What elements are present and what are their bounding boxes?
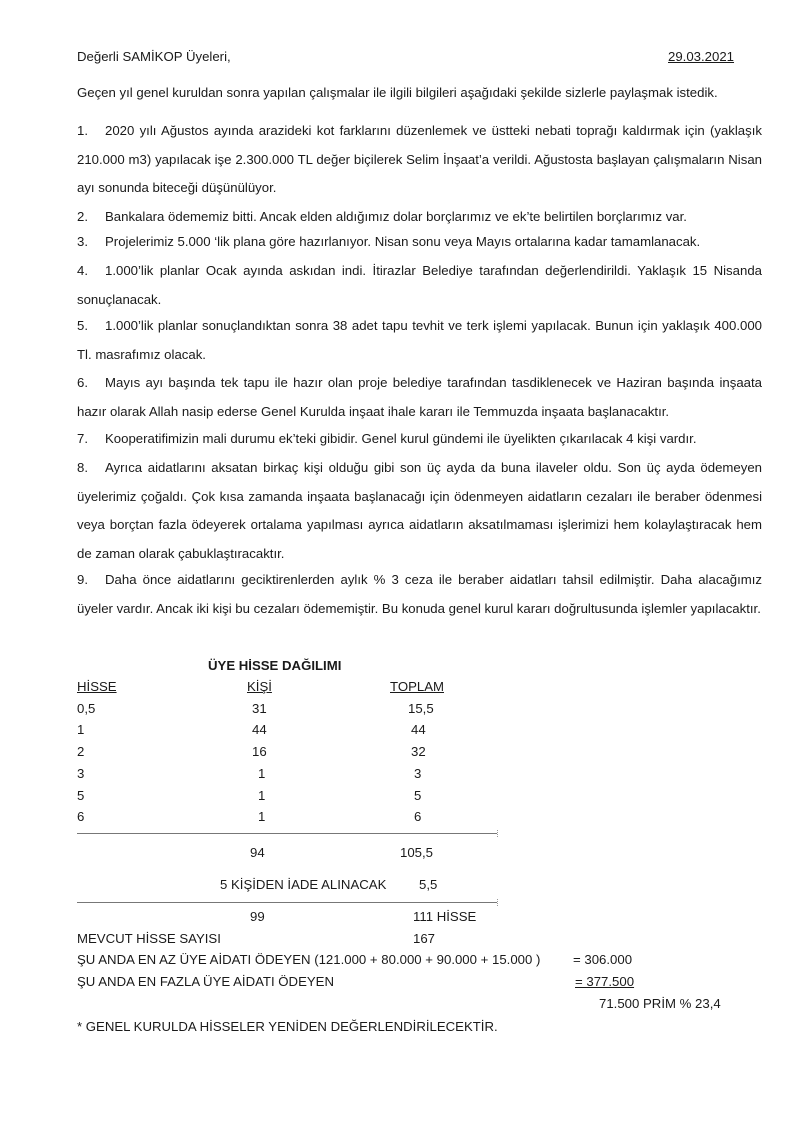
intro-paragraph: Geçen yıl genel kuruldan sonra yapılan çalışmalar ile ilgili bilgileri aşağıdaki şekilde sizlerle paylaşmak istedik. xyxy=(77,85,718,100)
list-item xyxy=(77,425,762,454)
column-header-kisi: KİŞİ xyxy=(247,679,272,694)
cell-toplam: 44 xyxy=(411,722,426,737)
cell-hisse: 6 xyxy=(77,809,85,824)
item-text: Mayıs ayı başında tek tapu ile hazır olan proje belediye tarafından tasdiklenecek ve Haziran başında inşaata hazır olarak Allah nasip ederse Genel Kurulda inşaat ihale kararı ile Temmuzda inşaata başlanacaktır. xyxy=(77,375,762,419)
cell-toplam: 3 xyxy=(414,766,422,781)
cell-hisse: 5 xyxy=(77,788,85,803)
item-text: Bankalara ödememiz bitti. Ancak elden aldığımız dolar borçlarımız ve ek’te belirtilen borçlarımız var. xyxy=(105,209,687,224)
subtotal-rule xyxy=(77,833,497,834)
footnote: * GENEL KURULDA HİSSELER YENİDEN DEĞERLENDİRİLECEKTİR. xyxy=(77,1019,498,1034)
cell-kisi: 1 xyxy=(258,788,266,803)
list-item xyxy=(77,228,762,257)
item-number: 4. xyxy=(77,263,88,278)
table-title: ÜYE HİSSE DAĞILIMI xyxy=(208,658,342,673)
letter-date: 29.03.2021 xyxy=(668,49,735,64)
total-rule xyxy=(77,902,497,903)
list-item xyxy=(77,257,762,314)
subtotal-toplam: 105,5 xyxy=(400,845,434,860)
item-text: Ayrıca aidatlarını aksatan birkaç kişi olduğu gibi son üç ayda da buna ilaveler oldu. Son üç ayda ödemeyen üyelerimiz çoğaldı. Çok kısa zamanda inşaata başlanacağı için ödenmeyen aidatların cezaları ile beraber ödenmesi veya borçtan fazla ödeyerek ortalama yapılması ayrıca aidatların aksatılmaması işlerimizi hem kolaylaştıracak hem de zaman olarak çabuklaştıracaktır. xyxy=(77,460,762,561)
cell-kisi: 1 xyxy=(258,766,266,781)
item-text: 2020 yılı Ağustos ayında arazideki kot farklarını düzenlemek ve üstteki nebati toprağı kaldırmak için (yaklaşık 210.000 m3) yapılacak işe 2.300.000 TL değer biçilerek Selim İnşaat’a verildi. Ağustosta başlayan çalışmaların Nisan ayı sonunda biteceği düşünülüyor. xyxy=(77,123,762,196)
column-header-toplam: TOPLAM xyxy=(390,679,444,694)
list-item xyxy=(77,117,762,203)
cell-hisse: 3 xyxy=(77,766,85,781)
min-payers-label: ŞU ANDA EN AZ ÜYE AİDATI ÖDEYEN (121.000 + 80.000 + 90.000 + 15.000 ) xyxy=(77,952,541,967)
cell-kisi: 44 xyxy=(252,722,267,737)
cell-hisse: 0,5 xyxy=(77,701,96,716)
current-shares-label: MEVCUT HİSSE SAYISI xyxy=(77,931,221,946)
cell-toplam: 32 xyxy=(411,744,426,759)
cell-kisi: 31 xyxy=(252,701,267,716)
refund-value: 5,5 xyxy=(419,877,438,892)
item-number: 2. xyxy=(77,209,88,224)
rule-tick xyxy=(497,830,500,837)
min-payers-value: = 306.000 xyxy=(573,952,633,967)
current-shares-value: 167 xyxy=(413,931,436,946)
cell-kisi: 1 xyxy=(258,809,266,824)
total-toplam: 111 HİSSE xyxy=(413,909,477,924)
max-payers-label: ŞU ANDA EN FAZLA ÜYE AİDATI ÖDEYEN xyxy=(77,974,334,989)
cell-kisi: 16 xyxy=(252,744,267,759)
item-number: 9. xyxy=(77,572,88,587)
cell-hisse: 1 xyxy=(77,722,85,737)
item-text: Kooperatifimizin mali durumu ek’teki gibidir. Genel kurul gündemi ile üyelikten çıkarılacak 4 kişi vardır. xyxy=(105,431,697,446)
item-number: 5. xyxy=(77,318,88,333)
greeting: Değerli SAMİKOP Üyeleri, xyxy=(77,49,231,64)
total-kisi: 99 xyxy=(250,909,265,924)
cell-toplam: 5 xyxy=(414,788,422,803)
item-number: 7. xyxy=(77,431,88,446)
item-number: 3. xyxy=(77,234,88,249)
max-payers-value: = 377.500 xyxy=(575,974,635,989)
rule-tick xyxy=(497,899,500,906)
subtotal-kisi: 94 xyxy=(250,845,265,860)
cell-hisse: 2 xyxy=(77,744,85,759)
cell-toplam: 6 xyxy=(414,809,422,824)
refund-label: 5 KİŞİDEN İADE ALINACAK xyxy=(220,877,387,892)
item-text: Projelerimiz 5.000 ‘lik plana göre hazırlanıyor. Nisan sonu veya Mayıs ortalarına kadar tamamlanacak. xyxy=(105,234,701,249)
list-item xyxy=(77,566,762,623)
item-number: 8. xyxy=(77,460,88,475)
item-number: 6. xyxy=(77,375,88,390)
item-number: 1. xyxy=(77,123,88,138)
item-text: 1.000’lik planlar sonuçlandıktan sonra 38 adet tapu tevhit ve terk işlemi yapılacak. Bunun için yaklaşık 400.000 Tl. masrafımız olacak. xyxy=(77,318,762,362)
list-item xyxy=(77,369,762,426)
cell-toplam: 15,5 xyxy=(408,701,434,716)
item-text: 1.000’lik planlar Ocak ayında askıdan indi. İtirazlar Belediye tarafından değerlendirildi. Yaklaşık 15 Nisanda sonuçlanacak. xyxy=(77,263,762,307)
list-item xyxy=(77,312,762,369)
item-text: Daha önce aidatlarını geciktirenlerden aylık % 3 ceza ile beraber aidatları tahsil edilmiştir. Daha alacağımız üyeler vardır. Ancak iki kişi bu cezaları ödememiştir. Bu konuda genel kurul kararı doğrultusunda işlemler yapılacaktır. xyxy=(77,572,762,616)
column-header-hisse: HİSSE xyxy=(77,679,117,694)
list-item xyxy=(77,454,762,568)
premium-note: 71.500 PRİM % 23,4 xyxy=(599,996,721,1011)
